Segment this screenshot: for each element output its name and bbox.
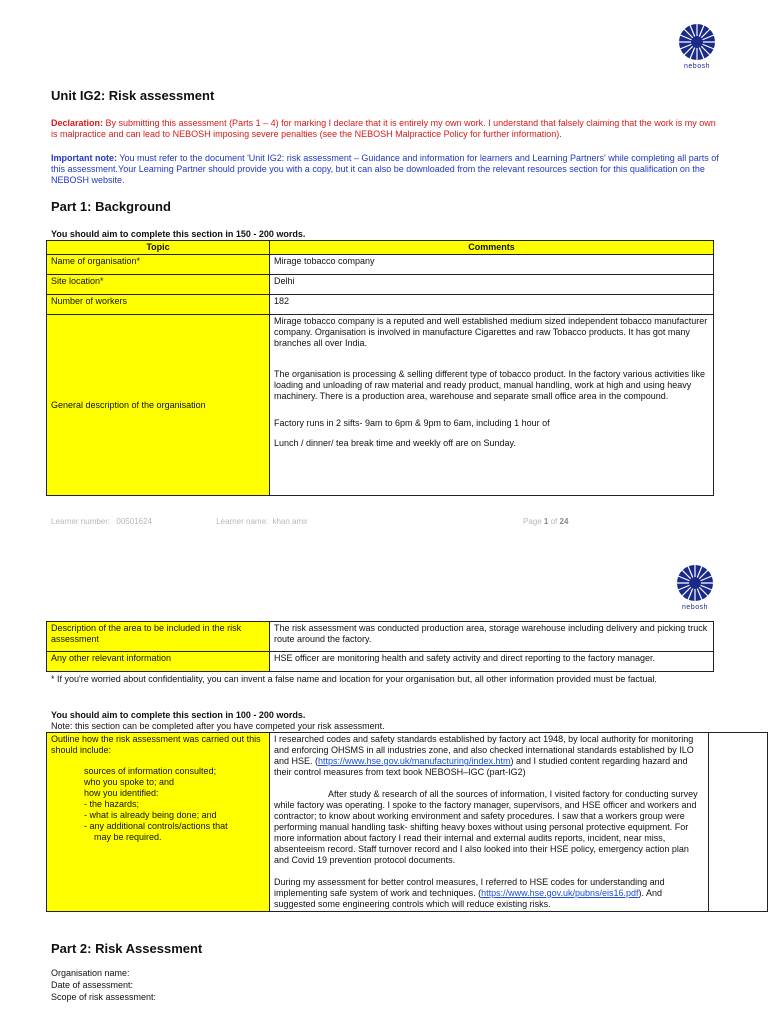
outline-subitem: - the hazards;	[84, 799, 140, 809]
row-comment: Mirage tobacco company	[270, 255, 714, 275]
col-topic-header: Topic	[47, 241, 270, 255]
outline-item: sources of information consulted;	[84, 766, 217, 776]
important-note	[51, 153, 721, 186]
answer-text: I researched codes and safety standards established by factory act 1948, by local authority for monitoring and enforcing OHSMS in all industries zone, and also checked international standards established by ILO and HSE. (	[274, 734, 694, 766]
row-comment: Delhi	[270, 275, 714, 295]
learner-number: 00501624	[116, 517, 152, 526]
outline-table	[46, 732, 768, 912]
outline-subitem: - any additional controls/actions that	[84, 821, 228, 831]
nebosh-globe-icon	[675, 563, 715, 603]
page-number	[523, 517, 568, 526]
hse-eis16-link[interactable]: https://www.hse.gov.uk/pubns/eis16.pdf	[481, 888, 639, 898]
page-of: of	[550, 517, 558, 526]
row-comment: HSE officer are monitoring health and safety activity and direct reporting to the factory manager.	[270, 652, 714, 672]
desc-paragraph: Lunch / dinner/ tea break time and weekly off are on Sunday.	[274, 438, 516, 448]
page-label: Page	[523, 517, 542, 526]
nebosh-globe-icon	[677, 22, 717, 62]
page-total: 24	[559, 517, 569, 526]
page-footer	[51, 517, 611, 526]
row-comment: The risk assessment was conducted production area, storage warehouse including delivery and picking truck route around the factory.	[270, 622, 714, 652]
hse-manufacturing-link[interactable]: https://www.hse.gov.uk/manufacturing/index.htm	[318, 756, 511, 766]
confidentiality-note: * If you're worried about confidentiality, you can invent a false name and location for your organisation but, all other information provided must be factual.	[51, 674, 657, 684]
answer-text: ). And suggested some engineering controls which will reduce existing risks.	[274, 888, 663, 909]
part2-heading: Part 2: Risk Assessment	[51, 941, 203, 956]
background-table	[46, 240, 714, 496]
nebosh-logo	[667, 22, 727, 70]
declaration-label: Declaration:	[51, 118, 104, 128]
answer-text: During my assessment for better control measures, I referred to HSE codes for understanding and implementing safe system of work and techniques. (	[274, 877, 665, 898]
logo-text: nebosh	[682, 604, 708, 611]
row-topic: Number of workers	[47, 295, 270, 315]
nebosh-logo	[665, 563, 725, 611]
description-cell	[270, 315, 714, 496]
answer-paragraph	[274, 877, 704, 910]
part2-aim: You should aim to complete this section in 100 - 200 words.	[51, 710, 306, 720]
desc-paragraph: Factory runs in 2 sifts- 9am to 6pm & 9pm to 6am, including 1 hour of	[274, 418, 550, 428]
outline-intro: Outline how the risk assessment was carried out this should include:	[51, 734, 261, 755]
outline-item: how you identified:	[84, 788, 159, 798]
important-note-text: You must refer to the document 'Unit IG2: risk assessment – Guidance and information for learners and Learning Partners' while completing all parts of this assessment.Your Learning Partner should provide you with a copy, but it can also be downloaded from the relevant resources section for this qualification on the NEBOSH website.	[51, 153, 719, 185]
part1-heading: Part 1: Background	[51, 199, 171, 214]
page-num: 1	[543, 517, 549, 526]
answer-paragraph: After study & research of all the sources of information, I visited factory for conducting survey while factory was operating. I spoke to the factory manager, supervisors, and HSE officer and workers and contractor; to know about working environment and safety procedures. I saw that a workers group were performing manual handling task- shifting heavy boxes without using personal protective equipment. For more information about factory I read their internal and external audits reports, incident, near miss, absenteeism record. Staff turnover record and I also looked into their HSE policy, emergency action plan and Covid 19 prevention protocol documents.	[274, 789, 698, 865]
row-topic: Site location*	[47, 275, 270, 295]
declaration-text: By submitting this assessment (Parts 1 – 4) for marking I declare that it is entirely my own work. I understand that falsely claiming that the work is my own is malpractice and can lead to NEBOSH imposing severe penalties (see the NEBOSH Malpractice Policy for further information).	[51, 118, 716, 139]
row-topic: Name of organisation*	[47, 255, 270, 275]
row-comment: 182	[270, 295, 714, 315]
answer-text: ) and I studied content regarding hazard and their control measures from text book NEBOSH–IGC (part-IG2)	[274, 756, 688, 777]
outline-item: who you spoke to; and	[84, 777, 175, 787]
outline-subitem: - what is already being done; and	[84, 810, 217, 820]
empty-cell	[709, 733, 768, 912]
declaration	[51, 118, 721, 140]
outline-answer-cell	[270, 733, 709, 912]
col-comments-header: Comments	[270, 241, 714, 255]
learner-name-label: Learner name:	[216, 517, 269, 526]
outline-subitem: may be required.	[94, 832, 162, 842]
outline-topic-cell	[47, 733, 270, 912]
learner-number-label: Learner number:	[51, 517, 111, 526]
part2-field: Date of assessment:	[51, 980, 134, 990]
row-topic: Description of the area to be included in the risk assessment	[47, 622, 270, 652]
part2-field: Organisation name:	[51, 968, 130, 978]
part2-note: Note: this section can be completed after you have competed your risk assessment.	[51, 721, 385, 731]
row-topic: General description of the organisation	[47, 315, 270, 496]
logo-text: nebosh	[684, 63, 710, 70]
part1-aim: You should aim to complete this section in 150 - 200 words.	[51, 229, 306, 239]
learner-name: khan amir	[272, 517, 308, 526]
desc-paragraph: Mirage tobacco company is a reputed and well established medium sized independent tobacco manufacturer company. Organisation is involved in manufacture Cigarettes and raw Tobacco products. It has got many branches all over India.	[274, 316, 708, 348]
desc-paragraph: The organisation is processing & selling different type of tobacco product. In the factory various activities like loading and unloading of raw material and ready product, manual handling, work at high and using heavy machinery. There is a production area, warehouse and separate small office area in the compound.	[274, 369, 706, 401]
answer-paragraph	[274, 734, 704, 778]
unit-title: Unit IG2: Risk assessment	[51, 88, 215, 103]
row-topic: Any other relevant information	[47, 652, 270, 672]
important-note-label: Important note:	[51, 153, 117, 163]
part2-field: Scope of risk assessment:	[51, 992, 157, 1002]
area-table	[46, 621, 714, 672]
